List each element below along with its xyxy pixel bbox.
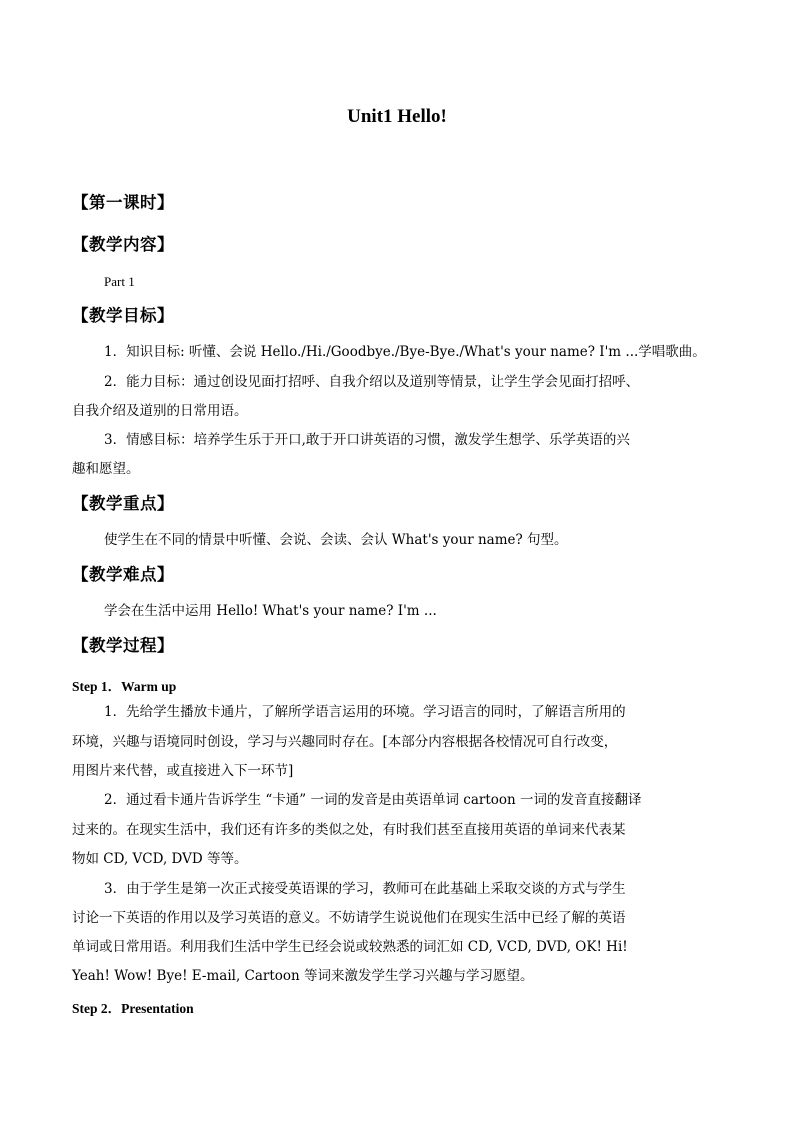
heading-lesson: 【第一课时】	[72, 193, 174, 212]
step-2-heading: Step 2．Presentation	[72, 1001, 194, 1016]
heading-content: 【教学内容】	[72, 235, 174, 254]
goal-3-line-2: 趣和愿望。	[72, 461, 140, 477]
document-title: Unit1 Hello!	[347, 106, 447, 127]
heading-key-points: 【教学重点】	[72, 494, 174, 513]
goal-2-line-2: 自我介绍及道别的日常用语。	[72, 403, 248, 419]
step1-p1-line-3: 用图片来代替，或直接进入下一环节]	[72, 763, 294, 779]
goal-3-line-1: 3．情感目标：培养学生乐于开口,敢于开口讲英语的习惯，激发学生想学、乐学英语的兴	[104, 432, 630, 448]
step1-p2-line-1: 2．通过看卡通片告诉学生 “卡通” 一词的发音是由英语单词 cartoon 一词的发音直接翻译	[104, 792, 642, 808]
step1-p3-line-2: 讨论一下英语的作用以及学习英语的意义。不妨请学生说说他们在现实生活中已经了解的英语	[72, 910, 626, 926]
step1-p2-line-3: 物如 CD, VCD, DVD 等等。	[72, 851, 248, 867]
step1-p3-line-3: 单词或日常用语。利用我们生活中学生已经会说或较熟悉的词汇如 CD, VCD, DVD, OK! Hi!	[72, 939, 628, 955]
goal-1: 1．知识目标: 听懂、会说 Hello./Hi./Goodbye./Bye-Bye./What's your name? I'm ...学唱歌曲。	[104, 344, 706, 360]
content-part: Part 1	[104, 274, 135, 289]
step1-p2-line-2: 过来的。在现实生活中，我们还有许多的类似之处，有时我们甚至直接用英语的单词来代表某	[72, 822, 626, 838]
step1-p1-line-1: 1．先给学生播放卡通片，了解所学语言运用的环境。学习语言的同时，了解语言所用的	[104, 704, 626, 720]
step1-p3-line-1: 3．由于学生是第一次正式接受英语课的学习，教师可在此基础上采取交谈的方式与学生	[104, 881, 626, 897]
step-1-heading: Step 1．Warm up	[72, 679, 177, 694]
goal-2-line-1: 2．能力目标：通过创设见面打招呼、自我介绍以及道别等情景，让学生学会见面打招呼、	[104, 374, 640, 390]
difficulty-text: 学会在生活中运用 Hello! What's your name? I'm ...	[104, 603, 437, 619]
step1-p1-line-2: 环境，兴趣与语境同时创设，学习与兴趣同时存在。[本部分内容根据各校情况可自行改变，	[72, 734, 618, 750]
heading-process: 【教学过程】	[72, 636, 174, 655]
heading-goals: 【教学目标】	[72, 306, 174, 325]
key-point-text: 使学生在不同的情景中听懂、会说、会读、会认 What's your name? 句型。	[104, 532, 568, 548]
step1-p3-line-4: Yeah! Wow! Bye! E-mail, Cartoon 等词来激发学生学习兴趣与学习愿望。	[72, 968, 534, 984]
heading-difficulties: 【教学难点】	[72, 565, 174, 584]
